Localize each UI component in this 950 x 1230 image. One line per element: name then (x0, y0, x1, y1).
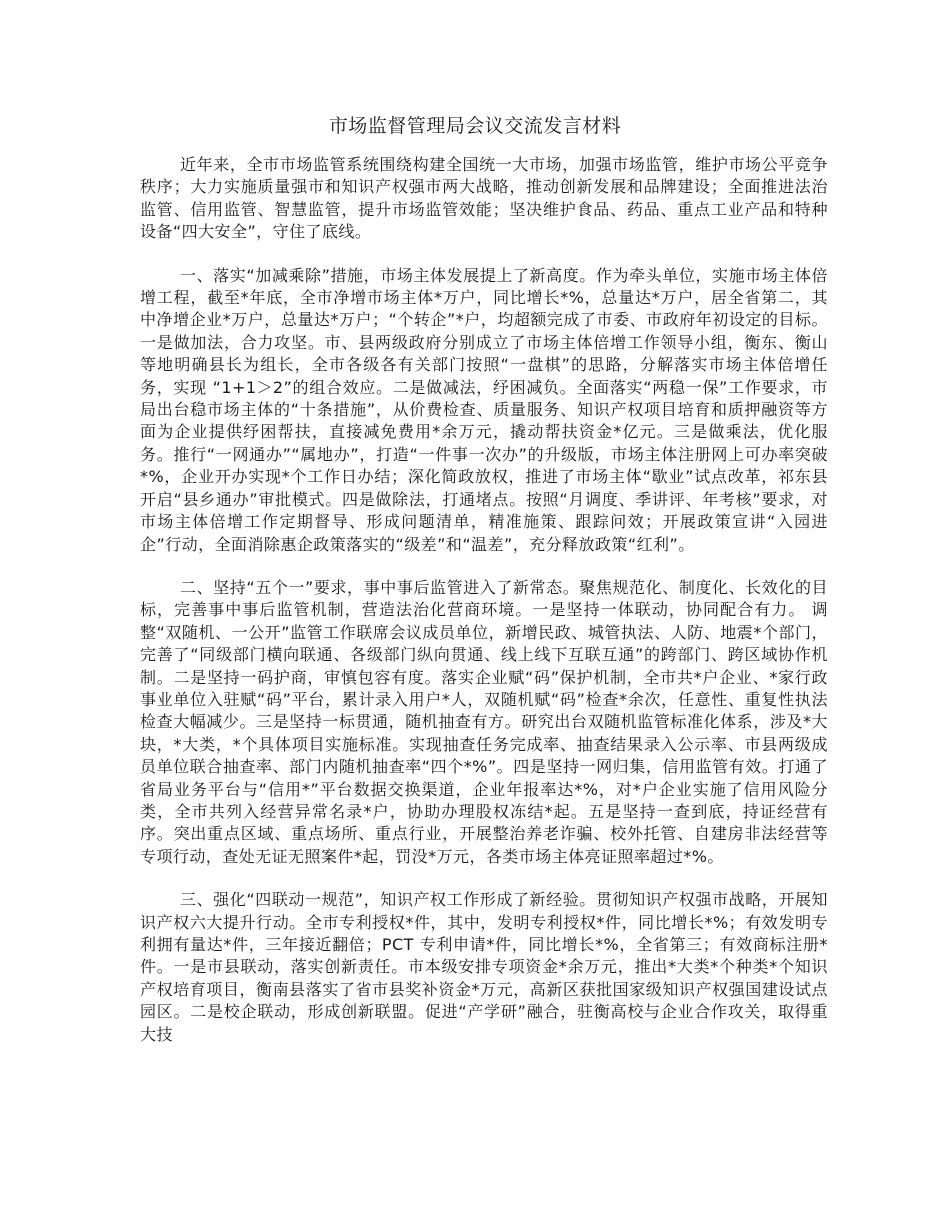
section-heading: 三、强化“四联动一规范”，知识产权工作形成了新经验。 (180, 890, 596, 910)
paragraph-text: 聚焦规范化、制度化、长效化的目标，完善事中事后监管机制，营造法治化营商环境。一是坚持一体联动，协同配合有力。 调整“双随机、一公开”监管工作联席会议成员单位，新增民政、城管执法、人防、地震*个部门，完善了“同级部门横向联通、各级部门纵向贯通、线上线下互联互通”的跨部门、跨区域协作机制。二是坚持一码护商，审慎包容有度。落实企业赋“码”保护机制，全市共*户企业、*家行政事业单位入驻赋“码”平台，累计录入用户*人，双随机赋“码”检查*余次，任意性、重复性执法检查大幅减少。三是坚持一标贯通，随机抽查有方。研究出台双随机监管标准化体系，涉及*大块，*大类，*个具体项目实施标准。实现抽查任务完成率、抽查结果录入公示率、市县两级成员单位联合抽查率、部门内随机抽查率“四个*%”。四是坚持一网归集，信用监管有效。打通了省局业务平台与“信用*”平台数据交换渠道，企业年报率达*%，对*户企业实施了信用风险分类，全市共列入经营异常名录*户，协助办理股权冻结*起。五是坚持一查到底，持证经营有序。突出重点区域、重点场所、重点行业，开展整治养老诈骗、校外托管、自建房非法经营等专项行动，查处无证无照案件*起，罚没*万元，各类市场主体亮证照率超过*%。 (140, 577, 828, 866)
paragraph-intro (140, 154, 828, 244)
paragraph-section-3 (140, 889, 828, 1046)
document-body (140, 154, 828, 1067)
paragraph-section-2 (140, 577, 828, 868)
section-heading: 一、落实“加减乘除”措施，市场主体发展提上了新高度。 (180, 265, 596, 285)
paragraph-section-1 (140, 265, 828, 556)
section-heading: 二、坚持“五个一”要求，事中事后监管进入了新常态。 (180, 577, 580, 597)
document-title: 市场监督管理局会议交流发言材料 (328, 115, 622, 137)
paragraph-text: 贯彻知识产权强市战略，开展知识产权六大提升行动。全市专利授权*件，其中，发明专利授权*件，同比增长*%；有效发明专利拥有量达*件，三年接近翻倍；PCT 专利申请*件，同比增长*%，全省第三；有效商标注册*件。一是市县联动，落实创新责任。市本级安排专项资金*余万元，推出*大类*个种类*个知识产权培育项目，衡南县落实了省市县奖补资金*万元，高新区获批国家级知识产权强国建设试点园区。二是校企联动，形成创新联盟。促进“产学研”融合，驻衡高校与企业合作攻关，取得重大技 (140, 890, 828, 1044)
paragraph-text: 作为牵头单位，实施市场主体倍增工程，截至*年底，全市净增市场主体*万户，同比增长*%，总量达*万户，居全省第二，其中净增企业*万户，总量达*万户；“个转企”*户，均超额完成了市委、市政府年初设定的目标。一是做加法，合力攻坚。市、县两级政府分别成立了市场主体倍增工作领导小组，衡东、衡山等地明确县长为组长，全市各级各有关部门按照“一盘棋”的思路，分解落实市场主体倍增任务，实现 “1+1＞2”的组合效应。二是做减法，纾困减负。全面落实“两稳一保”工作要求，市局出台稳市场主体的“十条措施”，从价费检查、质量服务、知识产权项目培育和质押融资等方面为企业提供纾困帮扶，直接减免费用*余万元，撬动帮扶资金*亿元。三是做乘法，优化服务。推行“一网通办”“属地办”，打造“一件事一次办”的升级版，市场主体注册网上可办率突破*%，企业开办实现*个工作日办结；深化简政放权，推进了市场主体“歇业”试点改革，祁东县开启“县乡通办”审批模式。四是做除法，打通堵点。按照“月调度、季讲评、年考核”要求，对市场主体倍增工作定期督导、形成问题清单，精准施策、跟踪问效；开展政策宣讲“入园进企”行动，全面消除惠企政策落实的“级差”和“温差”，充分释放政策“红利”。 (140, 265, 828, 554)
paragraph-text: 近年来，全市市场监管系统围绕构建全国统一大市场，加强市场监管，维护市场公平竞争秩序；大力实施质量强市和知识产权强市两大战略，推动创新发展和品牌建设；全面推进法治监管、信用监管、智慧监管，提升市场监管效能；坚决维护食品、药品、重点工业产品和特种设备“四大安全”，守住了底线。 (140, 155, 828, 242)
